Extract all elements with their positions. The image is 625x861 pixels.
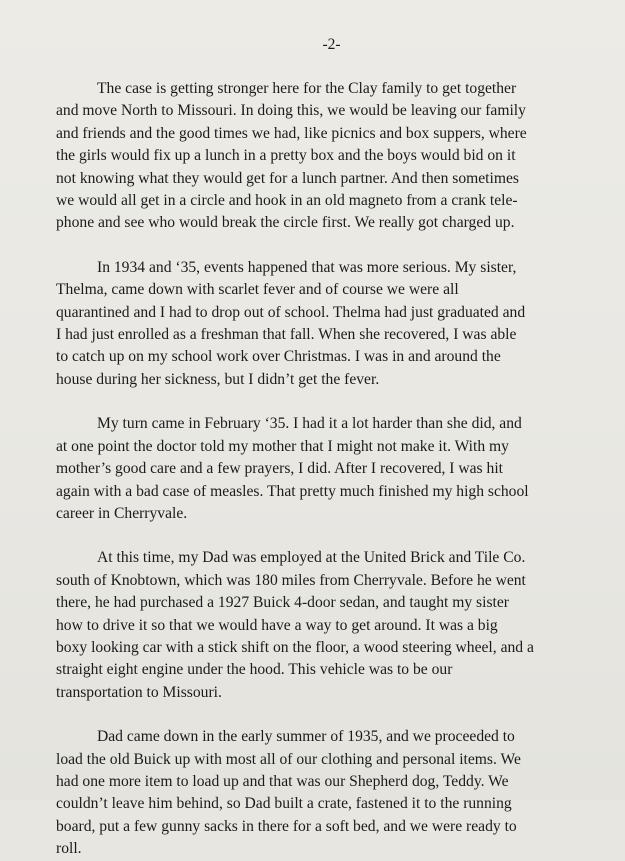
paragraph-line: load the old Buick up with most all of our clothing and personal items. We bbox=[56, 750, 521, 768]
paragraph-line: not knowing what they would get for a lunch partner. And then sometimes bbox=[56, 169, 519, 187]
paragraph-line: and move North to Missouri. In doing this, we would be leaving our family bbox=[56, 102, 526, 120]
paragraph-4 bbox=[56, 547, 595, 704]
paragraph-line: had one more item to load up and that was our Shepherd dog, Teddy. We bbox=[56, 772, 509, 790]
paragraph-line: The case is getting stronger here for the Clay family to get together bbox=[97, 80, 517, 97]
paragraph-line: we would all get in a circle and hook in an old magneto from a crank tele- bbox=[56, 192, 518, 210]
paragraph-line: career in Cherryvale. bbox=[56, 504, 188, 522]
paragraph-line: roll. bbox=[56, 840, 82, 858]
paragraph-line: I had just enrolled as a freshman that fall. When she recovered, I was able bbox=[56, 326, 517, 344]
paragraph-line: boxy looking car with a stick shift on the floor, a wood steering wheel, and a bbox=[56, 638, 534, 656]
page-number: -2- bbox=[322, 36, 341, 53]
paragraph-line: At this time, my Dad was employed at the United Brick and Tile Co. bbox=[97, 549, 526, 567]
paragraph-line: south of Knobtown, which was 180 miles from Cherryvale. Before he went bbox=[56, 571, 526, 589]
paragraph-line: at one point the doctor told my mother that I might not make it. With my bbox=[56, 437, 509, 455]
paragraph-line: straight eight engine under the hood. This vehicle was to be our bbox=[56, 661, 453, 679]
paragraph-line: there, he had purchased a 1927 Buick 4-door sedan, and taught my sister bbox=[56, 594, 509, 612]
paragraph-line: house during her sickness, but I didn’t get the fever. bbox=[56, 370, 380, 388]
paragraph-line: and friends and the good times we had, like picnics and box suppers, where bbox=[56, 124, 527, 142]
paragraph-1 bbox=[56, 78, 595, 235]
paragraph-line: mother’s good care and a few prayers, I did. After I recovered, I was hit bbox=[56, 460, 503, 478]
paragraph-line: quarantined and I had to drop out of school. Thelma had just graduated and bbox=[56, 303, 526, 321]
paragraph-line: In 1934 and ‘35, events happened that was more serious. My sister, bbox=[97, 258, 517, 276]
paragraph-line: couldn’t leave him behind, so Dad built a crate, fastened it to the running bbox=[56, 795, 512, 813]
paragraph-5 bbox=[56, 726, 595, 860]
paragraph-line: the girls would fix up a lunch in a pretty box and the boys would bid on it bbox=[56, 147, 516, 165]
paragraph-line: My turn came in February ‘35. I had it a lot harder than she did, and bbox=[97, 415, 522, 433]
paragraph-3 bbox=[56, 413, 595, 525]
paragraph-line: transportation to Missouri. bbox=[56, 683, 222, 701]
paragraph-line: how to drive it so that we would have a way to get around. It was a big bbox=[56, 616, 498, 634]
paragraph-2 bbox=[56, 257, 595, 391]
paragraph-line: to catch up on my school work over Christmas. I was in and around the bbox=[56, 348, 501, 366]
paragraph-line: board, put a few gunny sacks in there for a soft bed, and we were ready to bbox=[56, 817, 517, 835]
paragraph-line: phone and see who would break the circle first. We really got charged up. bbox=[56, 214, 515, 232]
paragraph-line: Dad came down in the early summer of 1935, and we proceeded to bbox=[97, 728, 515, 746]
paragraph-line: again with a bad case of measles. That pretty much finished my high school bbox=[56, 482, 529, 500]
paragraph-line: Thelma, came down with scarlet fever and of course we were all bbox=[56, 281, 459, 299]
